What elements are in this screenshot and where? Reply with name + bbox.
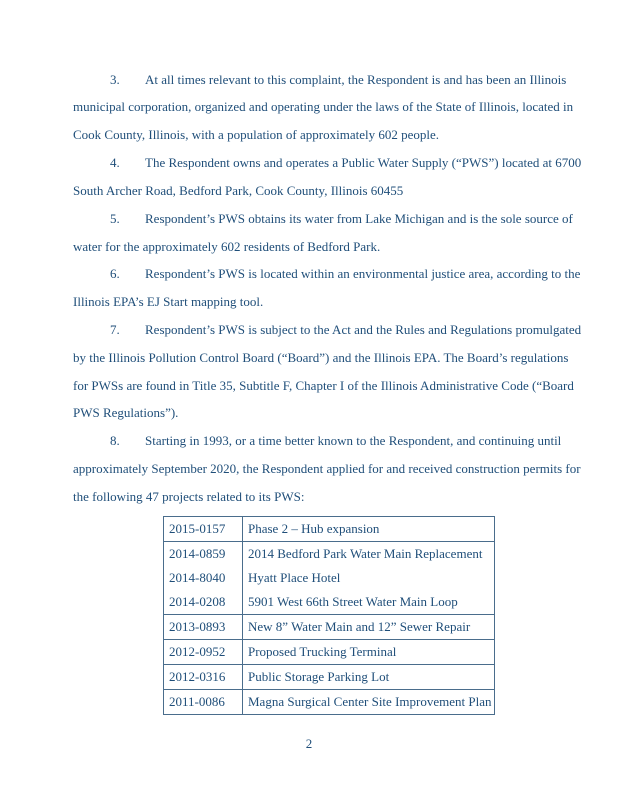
paragraph-4-line-1: The Respondent owns and operates a Public Water Supply (“PWS”) located at 6700: [145, 155, 582, 170]
table-row: [164, 590, 495, 615]
project-id: 2015-0157: [164, 517, 243, 542]
paragraph-4-line-2: South Archer Road, Bedford Park, Cook County, Illinois 60455: [73, 183, 404, 198]
paragraph-7-line-1: Respondent’s PWS is subject to the Act and the Rules and Regulations promulgated: [145, 322, 582, 337]
paragraph-6-line-1: Respondent’s PWS is located within an environmental justice area, according to the: [145, 266, 581, 281]
table-row: [164, 542, 495, 567]
paragraph-3-line-2: municipal corporation, organized and operating under the laws of the State of Illinois, located in: [73, 99, 574, 114]
project-id: 2014-0859: [164, 542, 243, 567]
paragraph-3-line-3: Cook County, Illinois, with a population of approximately 602 people.: [73, 127, 439, 142]
paragraph-5-line-1: Respondent’s PWS obtains its water from Lake Michigan and is the sole source of: [145, 211, 573, 226]
table-row: [164, 517, 495, 542]
paragraph-8-number: 8.: [110, 433, 120, 448]
paragraph-6-line-2: Illinois EPA’s EJ Start mapping tool.: [73, 294, 264, 309]
paragraph-7-line-4: PWS Regulations”).: [73, 405, 179, 420]
paragraph-6-number: 6.: [110, 266, 120, 281]
paragraph-7-line-3: for PWSs are found in Title 35, Subtitle F, Chapter I of the Illinois Administrative Code (“Board: [73, 378, 574, 393]
paragraph-5-line-2: water for the approximately 602 residents of Bedford Park.: [73, 239, 381, 254]
project-name: Proposed Trucking Terminal: [243, 640, 495, 665]
project-id: 2013-0893: [164, 615, 243, 640]
project-name: Public Storage Parking Lot: [243, 665, 495, 690]
project-name: New 8” Water Main and 12” Sewer Repair: [243, 615, 495, 640]
project-name: 2014 Bedford Park Water Main Replacement: [243, 542, 495, 567]
project-name: [243, 590, 495, 615]
paragraph-4-number: 4.: [110, 155, 120, 170]
project-id: 2014-8040: [164, 566, 243, 590]
page-number: 2: [305, 736, 313, 751]
table-row: [164, 690, 495, 715]
project-id: 2011-0086: [164, 690, 243, 715]
project-id: 2014-0208: [164, 590, 243, 615]
paragraph-8-line-2: approximately September 2020, the Respondent applied for and received construction permits for: [73, 461, 581, 476]
projects-table: [163, 516, 495, 715]
paragraph-7-number: 7.: [110, 322, 120, 337]
paragraph-5-number: 5.: [110, 211, 120, 226]
table-row: [164, 640, 495, 665]
table-row: [164, 615, 495, 640]
paragraph-3-number: 3.: [110, 72, 120, 87]
paragraph-3-line-1: At all times relevant to this complaint, the Respondent is and has been an Illinois: [145, 72, 567, 87]
paragraph-8-line-3: the following 47 projects related to its PWS:: [73, 489, 305, 504]
project-name: Hyatt Place Hotel: [243, 566, 495, 590]
paragraph-7-line-2: by the Illinois Pollution Control Board (“Board”) and the Illinois EPA. The Board’s regulations: [73, 350, 569, 365]
paragraph-8-line-1: Starting in 1993, or a time better known to the Respondent, and continuing until: [145, 433, 562, 448]
table-row: [164, 566, 495, 590]
project-name: Phase 2 – Hub expansion: [243, 517, 495, 542]
project-id: 2012-0952: [164, 640, 243, 665]
table-row: [164, 665, 495, 690]
project-id: 2012-0316: [164, 665, 243, 690]
street-number: 5901 West 66th Street Water Main Loop: [248, 594, 458, 609]
project-name: Magna Surgical Center Site Improvement Plan: [243, 690, 495, 715]
